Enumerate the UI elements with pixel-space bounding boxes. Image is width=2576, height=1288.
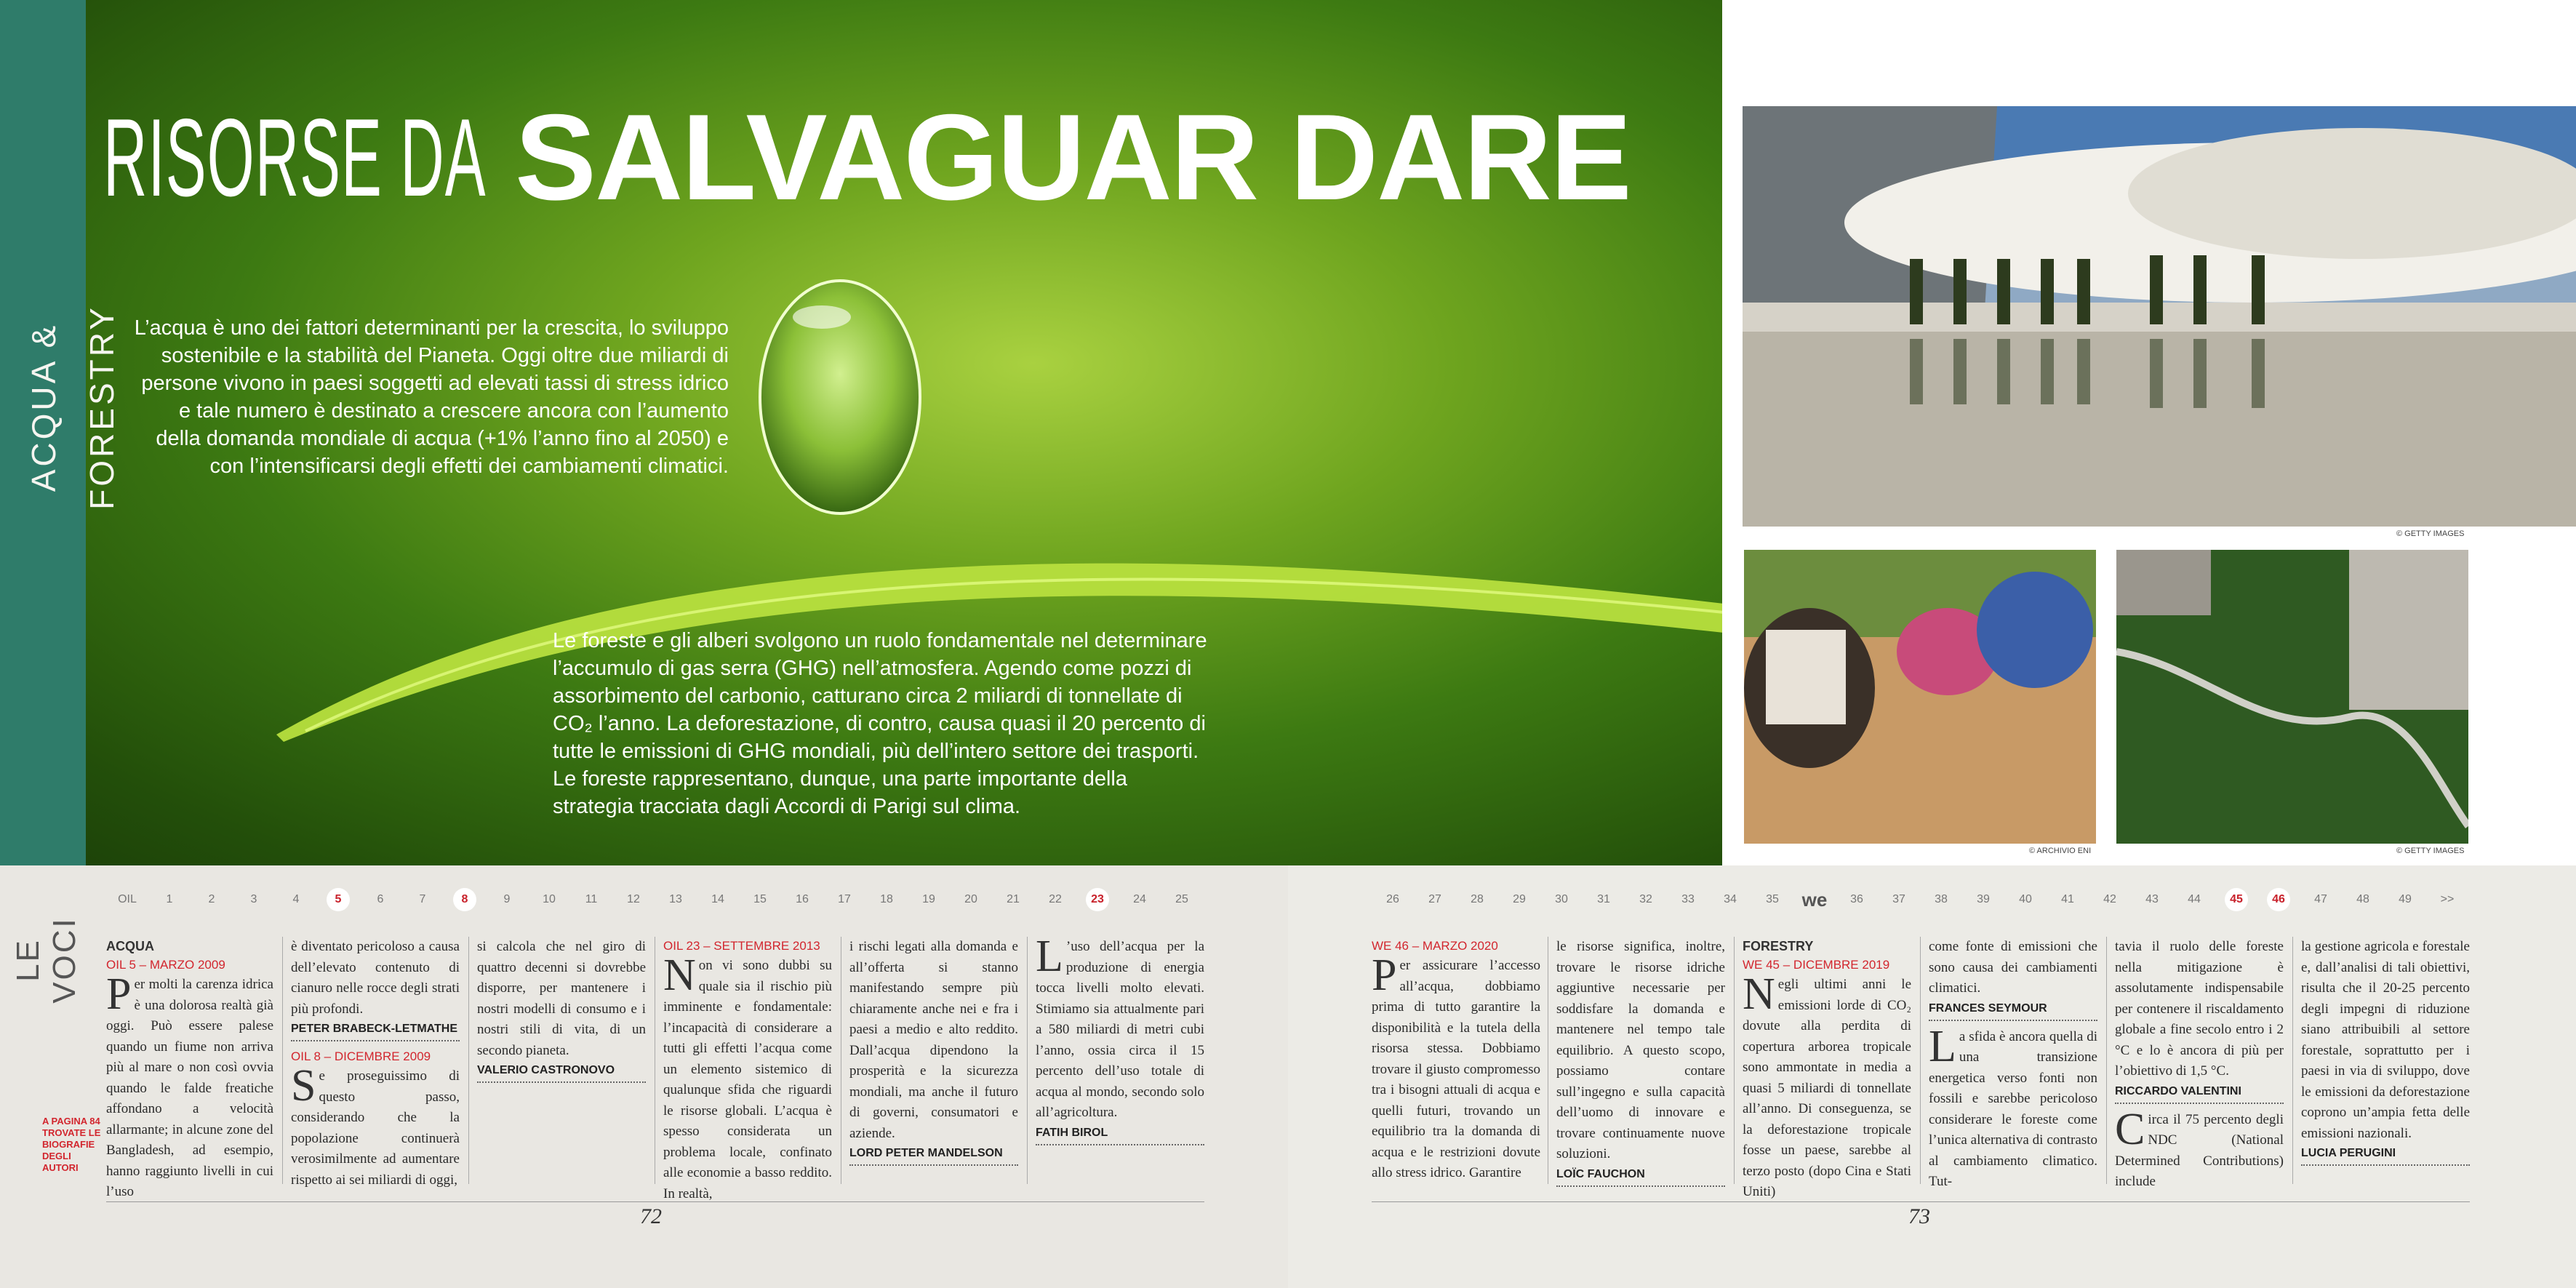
timeline-issue-xx[interactable]: >>	[2440, 893, 2455, 905]
timeline-issue-we[interactable]: we	[1801, 889, 1828, 911]
timeline-issue-19[interactable]: 19	[922, 893, 935, 905]
dropcap: P	[106, 969, 132, 1019]
section-label: ACQUA & FORESTRY	[25, 305, 121, 510]
quote-text: er assicurare l’accesso all’acqua, dobbiamo prima di tutto garantire la disponibilità e la tutela della risorsa stessa. Dobbiamo trovare il giusto compromesso tra i bisogni attuali di acqua e quelli futuri, trovando un equilibrio tra la domanda di acqua e le restrizioni dovute allo stress idrico. Garantire	[1372, 958, 1540, 1180]
dropcap: N	[663, 951, 696, 1000]
timeline-issue-1[interactable]: 1	[166, 893, 173, 905]
quote-text: e proseguissimo di questo passo, considerando che la popolazione continuerà verosimilmente ad aumentare rispetto ai sei miliardi di oggi,	[291, 1068, 460, 1188]
quote-text: ’uso dell’acqua per la produzione di energia tocca livelli molto elevati. Stimiamo sia attualmente pari a 580 miliardi di metri cubi l’anno, ossia circa il 15 percento dell’uso totale di acqua al mondo, secondo solo all’agricoltura.	[1036, 939, 1204, 1120]
le-voci-heading	[10, 895, 82, 1004]
column-12	[2301, 937, 2470, 1172]
timeline-issue-20[interactable]: 20	[964, 893, 977, 905]
author-name: FRANCES SEYMOUR	[1929, 999, 2097, 1021]
timeline-issue-13[interactable]: 13	[669, 893, 682, 905]
dam-credit: © GETTY IMAGES	[2396, 529, 2465, 538]
biography-footnote: A PAGINA 84 TROVATE LE BIOGRAFIE DEGLI AUTORI	[42, 1116, 101, 1173]
issue-date: OIL 23 – SETTEMBRE 2013	[663, 939, 820, 953]
farm-credit: © ARCHIVIO ENI	[2029, 847, 2092, 855]
page-number-left: 72	[640, 1204, 662, 1228]
timeline-issue-49[interactable]: 49	[2399, 893, 2412, 905]
timeline-issue-42[interactable]: 42	[2103, 893, 2116, 905]
author-name: PETER BRABECK-LETMATHE	[291, 1020, 460, 1041]
timeline-issue-18[interactable]: 18	[880, 893, 893, 905]
issue-date: WE 46 – MARZO 2020	[1372, 939, 1498, 953]
column-divider	[1734, 937, 1735, 1184]
title-part2: SALVAGUAR DARE	[515, 89, 1631, 225]
quote-text: è diventato pericoloso a causa dell’elevato contenuto di cianuro nelle rocce degli strati più profondi.	[291, 939, 460, 1017]
city-credit: © GETTY IMAGES	[2396, 847, 2465, 855]
timeline-left	[106, 887, 1203, 912]
timeline-issue-39[interactable]: 39	[1977, 893, 1990, 905]
timeline-issue-8[interactable]: 8	[444, 887, 486, 912]
timeline-issue-29[interactable]: 29	[1513, 893, 1526, 905]
timeline-issue-23[interactable]: 23	[1076, 887, 1119, 912]
author-name: RICCARDO VALENTINI	[2115, 1082, 2284, 1104]
timeline-issue-4[interactable]: 4	[292, 893, 300, 905]
timeline-issue-33[interactable]: 33	[1681, 893, 1695, 905]
le-voci-label: LE VOCI	[10, 916, 82, 1004]
timeline-issue-25[interactable]: 25	[1175, 893, 1188, 905]
quote-text: on vi sono dubbi su quale sia il rischio più imminente e fondamentale: l’incapacità di considerare a tutti gli effetti l’acqua come un elemento sistemico di qualunque sfida che riguardi le risorse globali. L’acqua è spesso considerata un problema locale, confinato alle economie a basso reddito. In realtà,	[663, 958, 832, 1201]
timeline-issue-3[interactable]: 3	[250, 893, 257, 905]
section-forestry: FORESTRY	[1743, 939, 1814, 953]
intro-forest-text: Le foreste e gli alberi svolgono un ruolo fondamentale nel determinare l’accumulo di gas serra (GHG) nell’atmosfera. Agendo come pozzi di assorbimento del carbonio, catturano circa 2 miliardi di tonnellate di CO₂ l’anno. La deforestazione, di contro, causa quasi il 20 percento di tutte le emissioni di GHG mondiali, più dell’intero settore dei trasporti. Le foreste rappresentano, dunque, una parte importante della strategia tracciata dagli Accordi di Parigi sul clima.	[553, 629, 1207, 818]
column-divider	[2106, 937, 2107, 1184]
timeline-issue-9[interactable]: 9	[503, 893, 511, 905]
quote-text: i rischi legati alla domanda e all’offerta si stanno manifestando sempre più chiaramente anche nei e fra i paesi a medio e alto reddito. Dall’acqua dipendono la prosperità e la sicurezza mondiali, ma anche il futuro di governi, consumatori e aziende.	[849, 939, 1018, 1141]
city-forest-aerial-photo	[2116, 550, 2468, 844]
column-6	[1036, 932, 1204, 1151]
dropcap: L	[1929, 1021, 1956, 1071]
timeline-issue-22[interactable]: 22	[1049, 893, 1062, 905]
timeline-issue-34[interactable]: 34	[1724, 893, 1737, 905]
issue-date: OIL 8 – DICEMBRE 2009	[291, 1049, 431, 1063]
quote-text: la gestione agricola e forestale e, dall’analisi di tali obiettivi, risulta che il 20-25 percento degli impegni di riduzione siano attribuibili al settore forestale, soprattutto per i paesi in via di sviluppo, dove le emissioni da deforestazione coprono un’ampia fetta delle emissioni nazionali.	[2301, 939, 2470, 1141]
column-11	[2115, 937, 2284, 1193]
timeline-issue-14[interactable]: 14	[711, 893, 724, 905]
column-1	[106, 937, 273, 1203]
author-name: LUCIA PERUGINI	[2301, 1144, 2470, 1166]
timeline-issue-12[interactable]: 12	[627, 893, 640, 905]
timeline-issue-31[interactable]: 31	[1597, 893, 1610, 905]
dropcap: L	[1036, 932, 1063, 981]
intro-water-text: L’acqua è uno dei fattori determinanti per la crescita, lo sviluppo sostenibile e la stabilità del Pianeta. Oggi oltre due miliardi di persone vivono in paesi soggetti ad elevati tassi di stress idrico e tale numero è destinato a crescere ancora con l’aumento della domanda mondiale di acqua (+1% l’anno fino al 2050) e con l’intensificarsi degli effetti dei cambiamenti climatici.	[134, 316, 729, 478]
column-5	[849, 937, 1018, 1172]
column-divider	[282, 937, 283, 1184]
column-divider	[468, 937, 469, 1184]
timeline-issue-2[interactable]: 2	[208, 893, 215, 905]
timeline-issue-5[interactable]: 5	[317, 887, 359, 912]
quote-text: come fonte di emissioni che sono causa dei cambiamenti climatici.	[1929, 939, 2097, 996]
quote-text: si calcola che nel giro di quattro decenni si dovrebbe disporre, per mantenere i nostri modelli di consumo e i nostri stili di vita, di un secondo pianeta.	[477, 939, 646, 1058]
quote-text: er molti la carenza idrica è una dolorosa realtà già oggi. Può essere palese quando un fiume non arriva più al mare o non così ovvia quando le falde freatiche affondano a velocità allarmante; in alcune zone del Bangladesh, ad esempio, hanno raggiunto livelli in cui l’uso	[106, 977, 273, 1199]
timeline-issue-32[interactable]: 32	[1639, 893, 1652, 905]
timeline-issue-46[interactable]: 46	[2257, 887, 2300, 912]
column-10	[1929, 937, 2097, 1193]
dropcap: N	[1743, 969, 1775, 1019]
column-9	[1743, 937, 1911, 1203]
column-2	[291, 937, 460, 1191]
footer-rule-left	[106, 1201, 1204, 1202]
page-number-right: 73	[1908, 1204, 1930, 1228]
dropcap: S	[291, 1061, 316, 1111]
footer-rule-right	[1372, 1201, 2470, 1202]
timeline-issue-OIL[interactable]: OIL	[118, 893, 137, 905]
timeline-issue-24[interactable]: 24	[1133, 893, 1146, 905]
section-acqua: ACQUA	[106, 939, 154, 953]
issue-date: WE 45 – DICEMBRE 2019	[1743, 958, 1890, 972]
timeline-issue-41[interactable]: 41	[2061, 893, 2074, 905]
timeline-issue-6[interactable]: 6	[377, 893, 384, 905]
author-name: FATIH BIROL	[1036, 1124, 1204, 1145]
timeline-issue-44[interactable]: 44	[2188, 893, 2201, 905]
column-8	[1556, 937, 1725, 1193]
timeline-issue-47[interactable]: 47	[2314, 893, 2327, 905]
timeline-issue-36[interactable]: 36	[1850, 893, 1863, 905]
timeline-issue-11[interactable]: 11	[585, 893, 598, 905]
timeline-issue-40[interactable]: 40	[2019, 893, 2032, 905]
quote-text: a sfida è ancora quella di una transizione energetica verso fonti non fossili e sarebbe pericoloso considerare le foreste come l’unica alternativa di contrasto al cambiamento climatico. Tut-	[1929, 1028, 2097, 1189]
column-divider	[2292, 937, 2293, 1184]
author-name: LOÏC FAUCHON	[1556, 1165, 1725, 1187]
dropcap: C	[2115, 1104, 2145, 1154]
column-3	[477, 937, 646, 1089]
timeline-issue-35[interactable]: 35	[1766, 893, 1779, 905]
author-name: VALERIO CASTRONOVO	[477, 1061, 646, 1083]
water-drop-image	[756, 273, 924, 521]
dam-soldiers-photo	[1743, 106, 2576, 527]
timeline-issue-16[interactable]: 16	[796, 893, 809, 905]
timeline-issue-37[interactable]: 37	[1892, 893, 1905, 905]
timeline-issue-10[interactable]: 10	[543, 893, 556, 905]
timeline-issue-48[interactable]: 48	[2356, 893, 2369, 905]
timeline-issue-21[interactable]: 21	[1007, 893, 1020, 905]
timeline-issue-7[interactable]: 7	[419, 893, 426, 905]
quote-text: egli ultimi anni le emissioni lorde di CO₂ dovute alla perdita di copertura arborea tropicale sono ammontate in media a quasi 5 miliardi di tonnellate all’anno. Di conseguenza, se la deforestazione tropicale fosse un paese, sarebbe al terzo posto (dopo Cina e Stati Uniti)	[1743, 977, 1911, 1199]
timeline-issue-30[interactable]: 30	[1555, 893, 1568, 905]
dropcap: P	[1372, 951, 1397, 1000]
timeline-issue-45[interactable]: 45	[2215, 887, 2257, 912]
timeline-issue-38[interactable]: 38	[1935, 893, 1948, 905]
timeline-issue-17[interactable]: 17	[838, 893, 851, 905]
issue-date: OIL 5 – MARZO 2009	[106, 958, 225, 972]
timeline-issue-28[interactable]: 28	[1471, 893, 1484, 905]
quote-text: le risorse significa, inoltre, trovare le risorse idriche aggiuntive necessarie per soddisfare la domanda e mantenere nel tempo tale equilibrio. A questo scopo, possiamo contare sull’ingegno e sulla capacità dell’uomo di innovare e trovare continuamente nuove soluzioni.	[1556, 939, 1725, 1161]
title-part1: RISORSE DA	[103, 96, 487, 220]
column-divider	[1920, 937, 1921, 1184]
column-divider	[1027, 937, 1028, 1184]
timeline-issue-27[interactable]: 27	[1428, 893, 1441, 905]
timeline-issue-26[interactable]: 26	[1386, 893, 1399, 905]
timeline-right	[1372, 887, 2468, 912]
quote-text: irca il 75 percento degli NDC (National Determined Contributions) include	[2115, 1111, 2284, 1189]
timeline-issue-43[interactable]: 43	[2145, 893, 2159, 905]
farmers-photo	[1744, 550, 2096, 844]
column-4	[663, 937, 832, 1204]
timeline-issue-15[interactable]: 15	[753, 893, 767, 905]
author-name: LORD PETER MANDELSON	[849, 1144, 1018, 1166]
quote-text: tavia il ruolo delle foreste nella mitigazione è assolutamente indispensabile per contenere il riscaldamento globale a fine secolo entro i 2 °C e lo è ancora di più per l’obiettivo di 1,5 °C.	[2115, 939, 2284, 1079]
column-7	[1372, 937, 1540, 1184]
